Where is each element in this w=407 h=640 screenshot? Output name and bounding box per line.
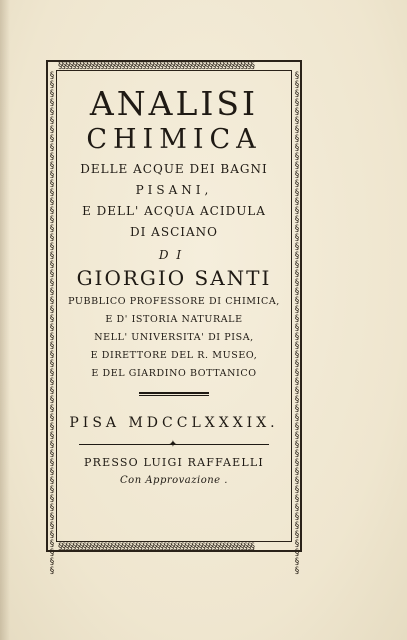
fleuron-icon: ✦ xyxy=(168,439,178,450)
ornament-top-band: §§§§§§§§§§§§§§§§§§§§§§§§§§§§§§§§§§§§§§§§§§§§§§§§§§§§§§§§ xyxy=(58,61,254,71)
imprint-place-date: PISA MDCCLXXXIX. xyxy=(69,415,279,431)
printer-name: PRESSO LUIGI RAFFAELLI xyxy=(84,456,264,469)
title-line-3: E DELL' ACQUA ACIDULA xyxy=(82,204,266,218)
ornamental-divider xyxy=(79,439,269,450)
title-line-4: DI ASCIANO xyxy=(130,225,218,239)
main-title: ANALISI xyxy=(89,84,259,123)
ornament-left-band: §§§§§§§§§§§§§§§§§§§§§§§§§§§§§§§§§§§§§§§§§§§§§§§§§§§§§§§§ xyxy=(49,71,55,576)
author-name: GIORGIO SANTI xyxy=(76,266,272,290)
title-line-2: PISANI, xyxy=(135,183,213,197)
credential-line-3: NELL' UNIVERSITA' DI PISA, xyxy=(94,332,254,343)
page-edge-shadow xyxy=(0,0,10,640)
credential-line-4: E DIRETTORE DEL R. MUSEO, xyxy=(90,350,258,361)
by-line: DI xyxy=(158,248,190,262)
section-rule xyxy=(139,392,209,396)
title-line-1: DELLE ACQUE DEI BAGNI xyxy=(80,162,268,176)
credential-line-1: PUBBLICO PROFESSORE DI CHIMICA, xyxy=(68,296,280,307)
main-subtitle: CHIMICA xyxy=(86,124,262,155)
approval-note: Con Approvazione . xyxy=(120,475,228,486)
credential-line-2: E D' ISTORIA NATURALE xyxy=(105,314,243,325)
title-page-content xyxy=(62,78,286,487)
ornament-bottom-band: §§§§§§§§§§§§§§§§§§§§§§§§§§§§§§§§§§§§§§§§§§§§§§§§§§§§§§§§ xyxy=(58,542,254,552)
ornament-right-band: §§§§§§§§§§§§§§§§§§§§§§§§§§§§§§§§§§§§§§§§§§§§§§§§§§§§§§§§ xyxy=(294,71,300,576)
credential-line-5: E DEL GIARDINO BOTTANICO xyxy=(91,368,257,379)
